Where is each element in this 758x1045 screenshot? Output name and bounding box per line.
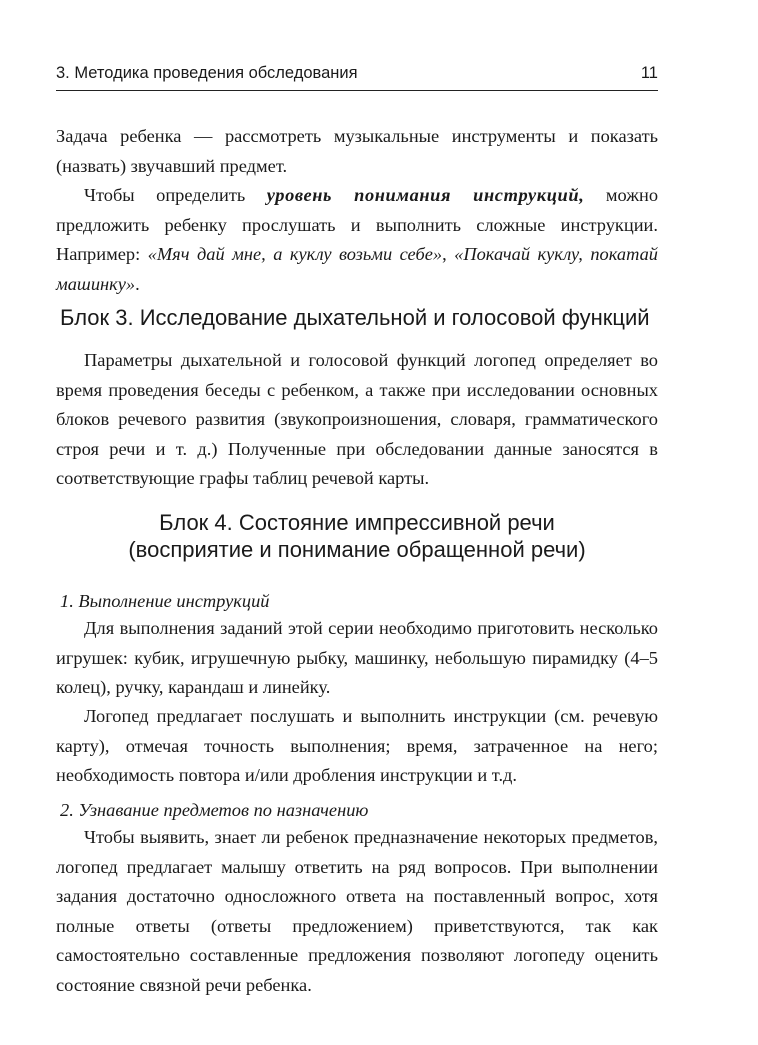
paragraph-instructions-procedure: Логопед предлагает послушать и выполнить инструкции (см. речевую карту), отмечая точность выполнения; время, затраченное на него; необходимость повтора и/или дробления инструкции и т.д. xyxy=(56,706,658,785)
paragraph-toys: Для выполнения заданий этой серии необходимо приготовить несколько игрушек: кубик, игрушечную рыбку, машинку, небольшую пирамидку (4–5 колец), ручку, карандаш и линейку. xyxy=(56,618,658,697)
paragraph-object-purpose: Чтобы выявить, знает ли ребенок предназначение некоторых предметов, логопед предлагает малышу ответить на ряд вопросов. При выполнении задания достаточно односложного ответа на поставленный вопрос, хотя полные ответы (ответы предложением) приветствуются, так как самостоятельно составленные предложения позволяют логопеду оценить состояние связной речи ребенка. xyxy=(56,827,658,995)
page-number: 11 xyxy=(640,64,658,82)
block4-title-line1: Блок 4. Состояние импрессивной речи xyxy=(159,510,555,535)
subsection-title-2: 2. Узнавание предметов по назначению xyxy=(60,800,369,820)
running-header xyxy=(56,60,658,91)
p2-quote-1: «Мяч дай мне, а куклу возьми себе» xyxy=(147,244,443,264)
running-title: 3. Методика проведения обследования xyxy=(56,64,358,82)
p2-start: Чтобы определить xyxy=(84,185,267,205)
p2-quote-2: «Покачай куклу, покатай машинку» xyxy=(56,244,658,294)
subsection-title-1: 1. Выполнение инструкций xyxy=(60,591,270,611)
paragraph-task: Задача ребенка — рассмотреть музыкальные инструменты и показать (назвать) звучавший предмет. xyxy=(56,126,658,176)
section-title-block3: Блок 3. Исследование дыхательной и голосовой функций xyxy=(60,305,650,330)
p2-separator: , xyxy=(442,244,455,264)
p2-mid: можно предложить ребенку прослушать и выполнить сложные инструкции. Например: xyxy=(56,185,659,264)
block4-title-line2: (восприятие и понимание обращенной речи) xyxy=(128,537,586,562)
paragraph-breathing-voice: Параметры дыхательной и голосовой функций логопед определяет во время проведения беседы с ребенком, а также при исследовании основных блоков речевого развития (звукопроизношения, словаря, грамматического строя речи и т. д.) Полученные при обследовании данные заносятся в соответствующие графы таблиц речевой карты. xyxy=(56,350,658,488)
p2-end: . xyxy=(135,273,140,294)
paragraph-instruction-level xyxy=(56,181,658,299)
p2-emphasis: уровень понимания инструкций, xyxy=(266,185,585,205)
section-title-block4 xyxy=(56,509,658,563)
